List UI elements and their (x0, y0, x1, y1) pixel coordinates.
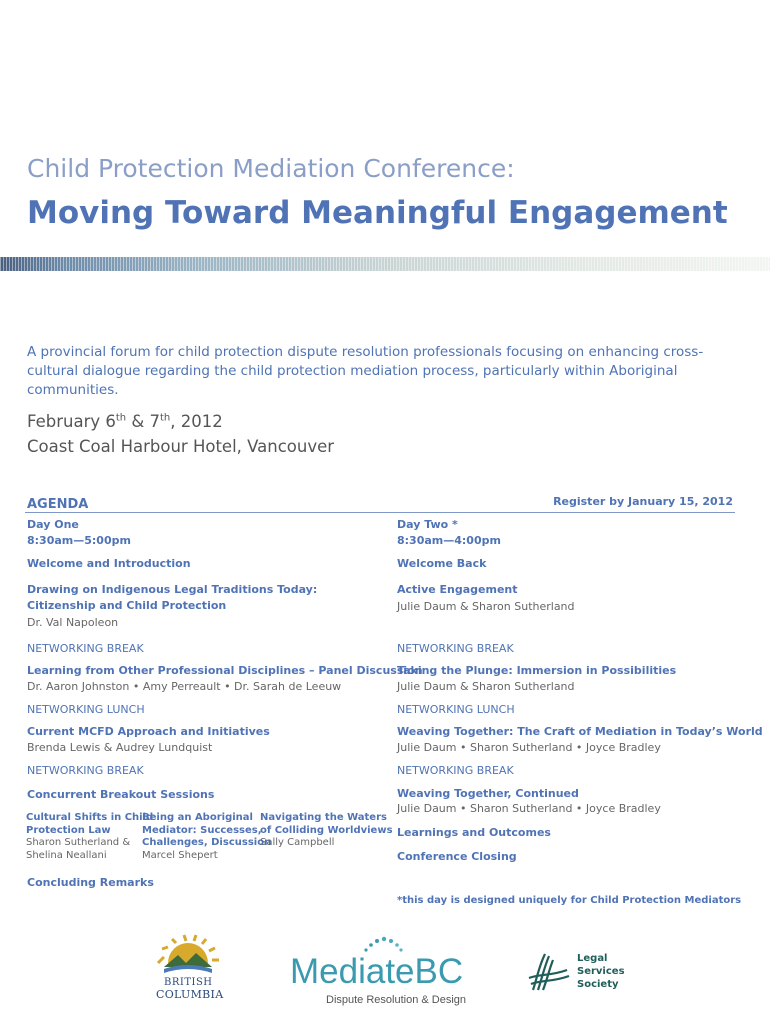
bc-logo-line2: COLUMBIA (156, 988, 224, 1001)
day-two-lunch: NETWORKING LUNCH (397, 703, 515, 716)
day-two-session3-title: Weaving Together: The Craft of Mediation in Today’s World (397, 725, 763, 738)
event-date: February 6th & 7th, 2012 (27, 412, 223, 431)
day-one-session1-speaker: Dr. Val Napoleon (27, 616, 119, 629)
day-two-break2: NETWORKING BREAK (397, 764, 514, 777)
day-two-session1-title: Active Engagement (397, 583, 518, 596)
day-one-title: Day One (27, 518, 79, 531)
day-one-welcome: Welcome and Introduction (27, 557, 191, 570)
mediatebc-name: MediateBC (290, 952, 464, 991)
day-one-session2-speakers: Dr. Aaron Johnston • Amy Perreault • Dr. Sarah de Leeuw (27, 680, 342, 693)
lss-name: Legal Services Society (577, 953, 625, 990)
mediatebc-tagline: Dispute Resolution & Design (326, 994, 467, 1006)
day-one-session3-title: Current MCFD Approach and Initiatives (27, 725, 270, 738)
day-two-session1-speakers: Julie Daum & Sharon Sutherland (397, 600, 575, 613)
day-two-session2-title: Taking the Plunge: Immersion in Possibilities (397, 664, 677, 677)
day-one-session1-title-cont: Citizenship and Child Protection (27, 599, 227, 612)
british-columbia-logo (126, 925, 251, 1005)
day-two-session4-title: Weaving Together, Continued (397, 787, 579, 800)
intro-paragraph: A provincial forum for child protection dispute resolution professionals focusing on enhancing cross-cultural dialogue regarding the child protection mediation process, particularly within Aboriginal communities. (27, 344, 704, 398)
decorative-gradient-bar (0, 257, 770, 271)
day-one-session1-title: Drawing on Indigenous Legal Traditions Today: (27, 583, 318, 596)
register-deadline: Register by January 15, 2012 (553, 495, 733, 508)
day-two-session4-speakers: Julie Daum • Sharon Sutherland • Joyce Bradley (397, 802, 661, 815)
day-two-break1: NETWORKING BREAK (397, 642, 514, 655)
day-two-footnote: *this day is designed uniquely for Child Protection Mediators (397, 895, 742, 906)
day-one-session3-speakers: Brenda Lewis & Audrey Lundquist (27, 741, 213, 754)
day-one-time: 8:30am—5:00pm (27, 534, 131, 547)
day-one-session2-title: Learning from Other Professional Disciplines – Panel Discussion (27, 664, 423, 677)
day-one-lunch: NETWORKING LUNCH (27, 703, 145, 716)
conference-title: Child Protection Mediation Conference: (27, 154, 515, 183)
breakout-session-2: Being an Aboriginal Mediator: Successes, Challenges, Discussion Marcel Shepert (142, 812, 272, 861)
day-two-time: 8:30am—4:00pm (397, 534, 501, 547)
bc-logo-line1: BRITISH (164, 977, 213, 988)
event-venue: Coast Coal Harbour Hotel, Vancouver (27, 437, 335, 456)
day-two-session3-speakers: Julie Daum • Sharon Sutherland • Joyce Bradley (397, 741, 661, 754)
day-one-concluding: Concluding Remarks (27, 876, 154, 889)
lss-wave-icon (527, 948, 573, 994)
breakout-session-3: Navigating the Waters of Colliding Worldviews Sally Campbell (260, 812, 393, 848)
breakout-session-1: Cultural Shifts in Child Protection Law Sharon Sutherland & Shelina Neallani (26, 812, 154, 861)
breakout-heading: Concurrent Breakout Sessions (27, 788, 215, 801)
agenda-heading: AGENDA (27, 497, 89, 512)
conference-subtitle: Moving Toward Meaningful Engagement (27, 195, 728, 231)
day-one-break2: NETWORKING BREAK (27, 764, 144, 777)
day-two-closing: Conference Closing (397, 850, 517, 863)
day-one-break1: NETWORKING BREAK (27, 642, 144, 655)
agenda-divider (25, 512, 735, 513)
day-two-title: Day Two * (397, 518, 458, 531)
day-two-welcome: Welcome Back (397, 557, 487, 570)
day-two-learnings: Learnings and Outcomes (397, 826, 551, 839)
day-two-session2-speakers: Julie Daum & Sharon Sutherland (397, 680, 575, 693)
